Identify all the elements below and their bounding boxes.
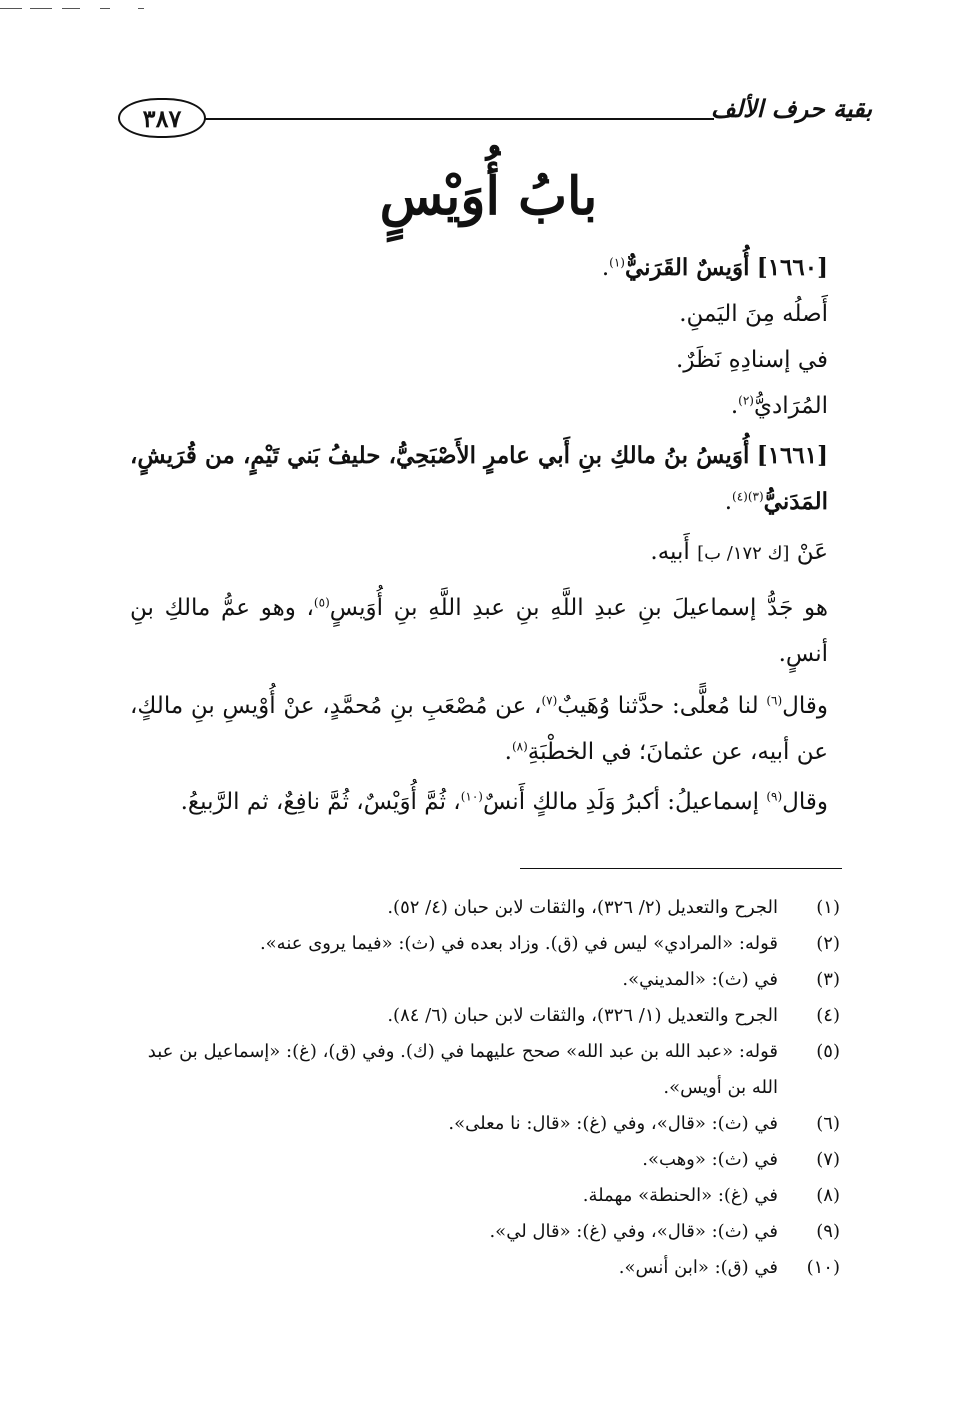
footnote-number: (٧): [816, 1149, 840, 1170]
text-segment: ، ثُمَّ أُوَيْسٌ، ثُمَّ نافِعٌ، ثم الرَّبيعُ.: [180, 789, 461, 815]
footnote: [140, 1142, 840, 1178]
footnote-ref: (٣)(٤): [732, 489, 764, 504]
footnote: [140, 1106, 840, 1142]
entry-line-text: المُرَاديُّ: [753, 393, 828, 419]
scan-marks: [0, 8, 160, 12]
entry-1660-heading: [١٦٦٠] أُوَيسٌ القَرَنيٌّ$^{(١)}$.: [601, 254, 828, 281]
text-segment: لنا مُعلًّى: حدَّثنا وُهَيبٌ: [557, 693, 767, 719]
footnote-number: (١٠): [806, 1257, 840, 1278]
header-rule: [204, 118, 714, 120]
entry-name: أُوَيسُ بنُ مالكِ بنِ أَبي عامرٍ الأَصْبَحِيُّ، حليفُ بَني تَيْمٍ، من قُرَيشٍ، المَدَنيُّ: [130, 442, 828, 515]
manuscript-ref: [ك ١٧٢/ ب]: [697, 543, 790, 564]
scan-mark: [62, 8, 80, 9]
page-number-badge: [118, 98, 206, 138]
footnote-ref: (١٠): [460, 789, 483, 804]
scan-mark: [0, 8, 22, 9]
footnote-text: قوله: «المرادي» ليس في (ق). وزاد بعده في (ث): «فيما يروى عنه».: [259, 933, 778, 954]
text-segment: ، عن مُصْعَبِ بنِ مُحمَّدٍ، عنْ أُوْيسِ بنِ مالكٍ، عن أبيه، عن عثمانَ؛ في الخطْبَةِ: [130, 693, 828, 765]
text-segment: ، وهو عمُّ مالكِ بنِ أنسٍ.: [130, 595, 828, 667]
text-segment: عَنْ: [796, 539, 828, 565]
paragraph-lineage: [130, 585, 840, 677]
footnote-separator: [520, 868, 842, 869]
footnote-text: في (ث): «المديني».: [622, 969, 778, 990]
footnote: [140, 1034, 840, 1106]
main-text: [130, 245, 840, 825]
footnote-number: (٦): [816, 1113, 840, 1134]
footnote-text: في (غ): «الحنطة» مهملة.: [582, 1185, 778, 1206]
footnote-text: في (ق): «ابن أنس».: [618, 1257, 778, 1278]
footnote: [140, 1250, 840, 1286]
text-segment: وقال: [782, 693, 828, 719]
footnote: [140, 890, 840, 926]
footnote-text: الجرح والتعديل (١/ ٣٢٦)، والثقات لابن حبان (٦/ ٨٤).: [387, 1005, 778, 1026]
entry-line: في إسنادِهِ نَظَرٌ.: [676, 347, 828, 373]
footnote: [140, 998, 840, 1034]
running-head-title: بقية حرف الألف: [710, 94, 872, 123]
narration-line: [130, 529, 840, 577]
page-number: ٣٨٧: [142, 103, 182, 133]
running-head: [118, 92, 872, 140]
footnote-number: (٥): [816, 1041, 840, 1062]
scan-mark: [100, 8, 110, 9]
footnote-ref: (٥): [313, 595, 330, 610]
footnote-text: الجرح والتعديل (٢/ ٣٢٦)، والثقات لابن حبان (٤/ ٥٢).: [387, 897, 778, 918]
footnote-number: (٣): [816, 969, 840, 990]
footnote: [140, 1178, 840, 1214]
entry-number: ١٦٦٠: [767, 254, 818, 281]
footnote-number: (٨): [816, 1185, 840, 1206]
entry-name: أُوَيسٌ القَرَنيٌّ: [624, 254, 750, 281]
footnotes: [140, 890, 840, 1286]
scan-mark: [30, 8, 52, 9]
paragraph-sons: [130, 779, 840, 825]
footnote-text: في (ث): «وهب».: [642, 1149, 778, 1170]
section-title: بابُ أُوَيْسٍ: [379, 166, 598, 227]
footnote-text: في (ث): «قال»، وفي (غ): «قال: نا معلى».: [448, 1113, 778, 1134]
footnote-ref: (٢): [738, 393, 754, 408]
entry-line: أَصلُه مِنَ اليَمنِ.: [679, 301, 828, 327]
entry-line: المُرَاديُّ$^{(٢)}$.: [730, 393, 828, 419]
footnote-text: قوله: «عبد الله بن عبد الله» صحح عليهما في (ك). وفي (ق)، (غ): «إسماعيل بن عبد الله بن أويس».: [147, 1041, 778, 1098]
paragraph-isnad: [130, 683, 840, 775]
entry-number: ١٦٦١: [767, 442, 818, 469]
footnote-ref: (٩): [766, 789, 783, 804]
footnote-number: (٢): [816, 933, 840, 954]
footnote-number: (١): [816, 897, 840, 918]
footnote-ref: (٦): [766, 693, 783, 708]
text-segment: .: [504, 739, 512, 765]
entry-1661-heading: [١٦٦١] أُوَيسُ بنُ مالكِ بنِ أَبي عامرٍ الأَصْبَحِيُّ، حليفُ بَني تَيْمٍ، من قُرَيشٍ، المَدَنيُّ$^{(٣)(٤)}$.: [130, 442, 828, 515]
footnote-ref: (٨): [511, 739, 528, 754]
text-segment: أَبيه.: [650, 539, 690, 565]
text-segment: وقال: [782, 789, 828, 815]
footnote: [140, 1214, 840, 1250]
footnote: [140, 962, 840, 998]
footnote-ref: (١): [609, 255, 625, 270]
footnote: [140, 926, 840, 962]
footnote-number: (٤): [816, 1005, 840, 1026]
text-segment: إسماعيلُ: أكبرُ وَلَدِ مالكٍ أَنسٌ: [482, 789, 767, 815]
footnote-text: في (ث): «قال»، وفي (غ): «قال لي».: [489, 1221, 778, 1242]
scan-mark: [138, 8, 144, 9]
footnote-ref: (٧): [541, 693, 558, 708]
footnote-number: (٩): [816, 1221, 840, 1242]
text-segment: هو جَدُّ إسماعيلَ بنِ عبدِ اللَّهِ بنِ عبدِ اللَّهِ بنِ أُوَيسٍ: [329, 595, 828, 621]
